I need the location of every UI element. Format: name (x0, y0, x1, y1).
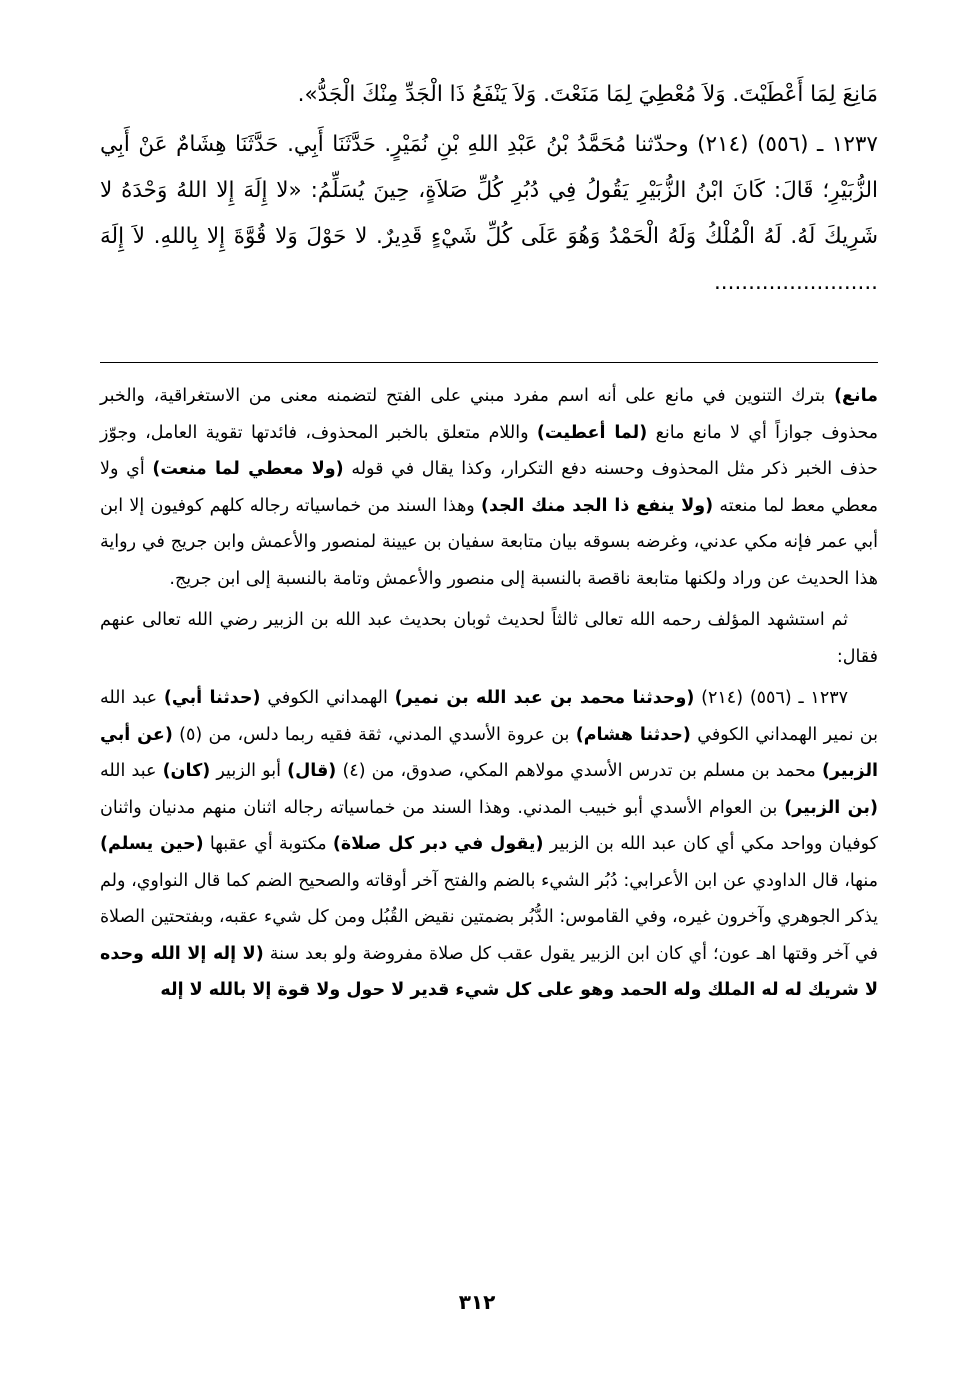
commentary-text: محمد بن مسلم بن تدرس الأسدي مولاهم المكي، صدوق، من (٤) (336, 761, 822, 781)
commentary-text: بن العوام الأسدي أبو خبيب المدني. وهذا السند من خماسياته رجاله اثنان منهم مدنيان واثنان كوفيان وواحد مكي أي كان عبد الله بن الزبير (100, 797, 878, 854)
hadith-continuation: مَانِعَ لِمَا أَعْطَيْتَ. وَلاَ مُعْطِيَ لِمَا مَنَعْتَ. وَلاَ يَنْفَعُ ذَا الْجَدِّ مِنْكَ الْجَدُّ». (297, 82, 878, 107)
hadith-narration: وحدّثنا مُحَمَّدُ بْنُ عَبْدِ اللهِ بْنِ نُمَيْرٍ. حَدَّثَنَا أَبِي. حَدَّثَنَا هِشَامٌ عَنْ أَبِي الزُّبَيْرِ؛ قَالَ: كَانَ ابْنُ الزُّبَيْرِ يَقُولُ فِي دُبُرِ كُلِّ صَلاَةٍ، حِينَ يُسَلِّمُ: «لا إِلَهَ إِلا اللهُ وَحْدَهُ لا شَرِيكَ لَهُ. لَهُ الْمُلْكُ وَلَهُ الْحَمْدُ وَهُوَ عَلَى كُلِّ شَيْءٍ قَدِيرٌ. لا حَوْلَ وَلا قُوَّةَ إِلا بِاللهِ. لاَ إِلَهَ (100, 132, 878, 249)
commentary-text: أي ولا معطي معط لما منعته (100, 459, 878, 516)
section-divider (100, 362, 878, 363)
bold-term: (لما أعطيت) (536, 422, 648, 443)
commentary-text: عبد الله بن نمير الهمداني الكوفي (100, 688, 879, 745)
bold-term: (ولا معطي لما منعت) (152, 459, 344, 479)
commentary-text: أبو الزبير (210, 761, 288, 781)
bold-term: (حين يسلم) (100, 834, 204, 854)
commentary-text: واللام متعلق بالخبر المحذوف، فائدتها تقوية العامل، وجوّز حذف الخبر ذكر مثل المحذوف وحسنه دفع التكرار، وكذا يقال في قوله (100, 422, 878, 479)
commentary-text: بترك التنوين في مانع على أنه اسم مفرد مبني على الفتح لتضمنه معنى من الاستغراقية، والخبر محذوف جوازاً أي لا مانع مانع (100, 386, 878, 443)
commentary-paragraph-1 (100, 378, 878, 597)
page-number: ٣١٢ (458, 1290, 496, 1314)
commentary-paragraph-3 (100, 680, 878, 1009)
commentary (100, 378, 878, 1014)
commentary-text: مكتوبة أي عقبها (203, 834, 333, 854)
commentary-text: بن عروة الأسدي المدني، ثقة فقيه ربما دلس، من (٥) (172, 724, 576, 745)
bold-term: (بن الزبير) (784, 797, 878, 818)
bold-term: (كان) (162, 761, 211, 781)
commentary-text: ١٢٣٧ ـ (٥٥٦) (٢١٤) (694, 688, 849, 708)
bold-term: (لا إله إلا الله وحده لا شريك له له الملك وله الحمد وهو على كل شيء قدير لا حول ولا قوة إلا بالله لا إله (100, 943, 878, 1000)
bold-term: (يقول في دبر كل صلاة) (332, 834, 544, 854)
bold-term: مانع) (834, 386, 878, 406)
hadith-text (100, 72, 878, 306)
bold-term: (وحدثنا محمد بن عبد الله بن نمير) (394, 688, 695, 708)
commentary-text: وهذا السند من خماسياته رجاله كلهم كوفيون إلا ابن أبي عمر فإنه مكي عدني، وغرضه بسوقه بيان متابعة سفيان بن عيينة لمنصور والأعمش وابن جريج في رواية هذا الحديث عن وراد ولكنها متابعة ناقصة بالنسبة إلى منصور والأعمش وتامة بالنسبة إلى ابن جريج. (100, 495, 878, 589)
hadith-number: ١٢٣٧ ـ (٥٥٦) (٢١٤) (697, 132, 878, 157)
ellipsis-dots: ........................ (713, 270, 878, 295)
bold-term: (حدثنا هشام) (575, 724, 691, 745)
bold-term: (عن أبي الزبير) (100, 724, 879, 781)
bold-term: (حدثنا أبي) (163, 688, 261, 708)
commentary-text: منها، قال الداودي عن ابن الأعرابي: دُبُر الشيء بالضم والفتح آخر أوقاته والصحيح الضم كما قال النواوي، ولم يذكر الجوهري وآخرون غيره، وفي القاموس: الدُّبُر بضمتين نقيض القُبُل ومن كل شيء عقبه، وبفتحتين الصلاة في آخر وقتها اهـ عون؛ أي كان ابن الزبير يقول عقب كل صلاة مفروضة ولو بعد سنة (100, 870, 878, 964)
bold-term: (قال) (287, 761, 337, 781)
commentary-text: عبد الله (100, 761, 163, 781)
commentary-paragraph-2: ثم استشهد المؤلف رحمه الله تعالى ثالثاً لحديث ثوبان بحديث عبد الله بن الزبير رضي الله تعالى عنهم فقال: (100, 610, 878, 667)
bold-term: (ولا ينفع ذا الجد منك الجد) (481, 495, 714, 516)
hadith-body (100, 122, 878, 306)
commentary-text: الهمداني الكوفي (260, 688, 395, 708)
